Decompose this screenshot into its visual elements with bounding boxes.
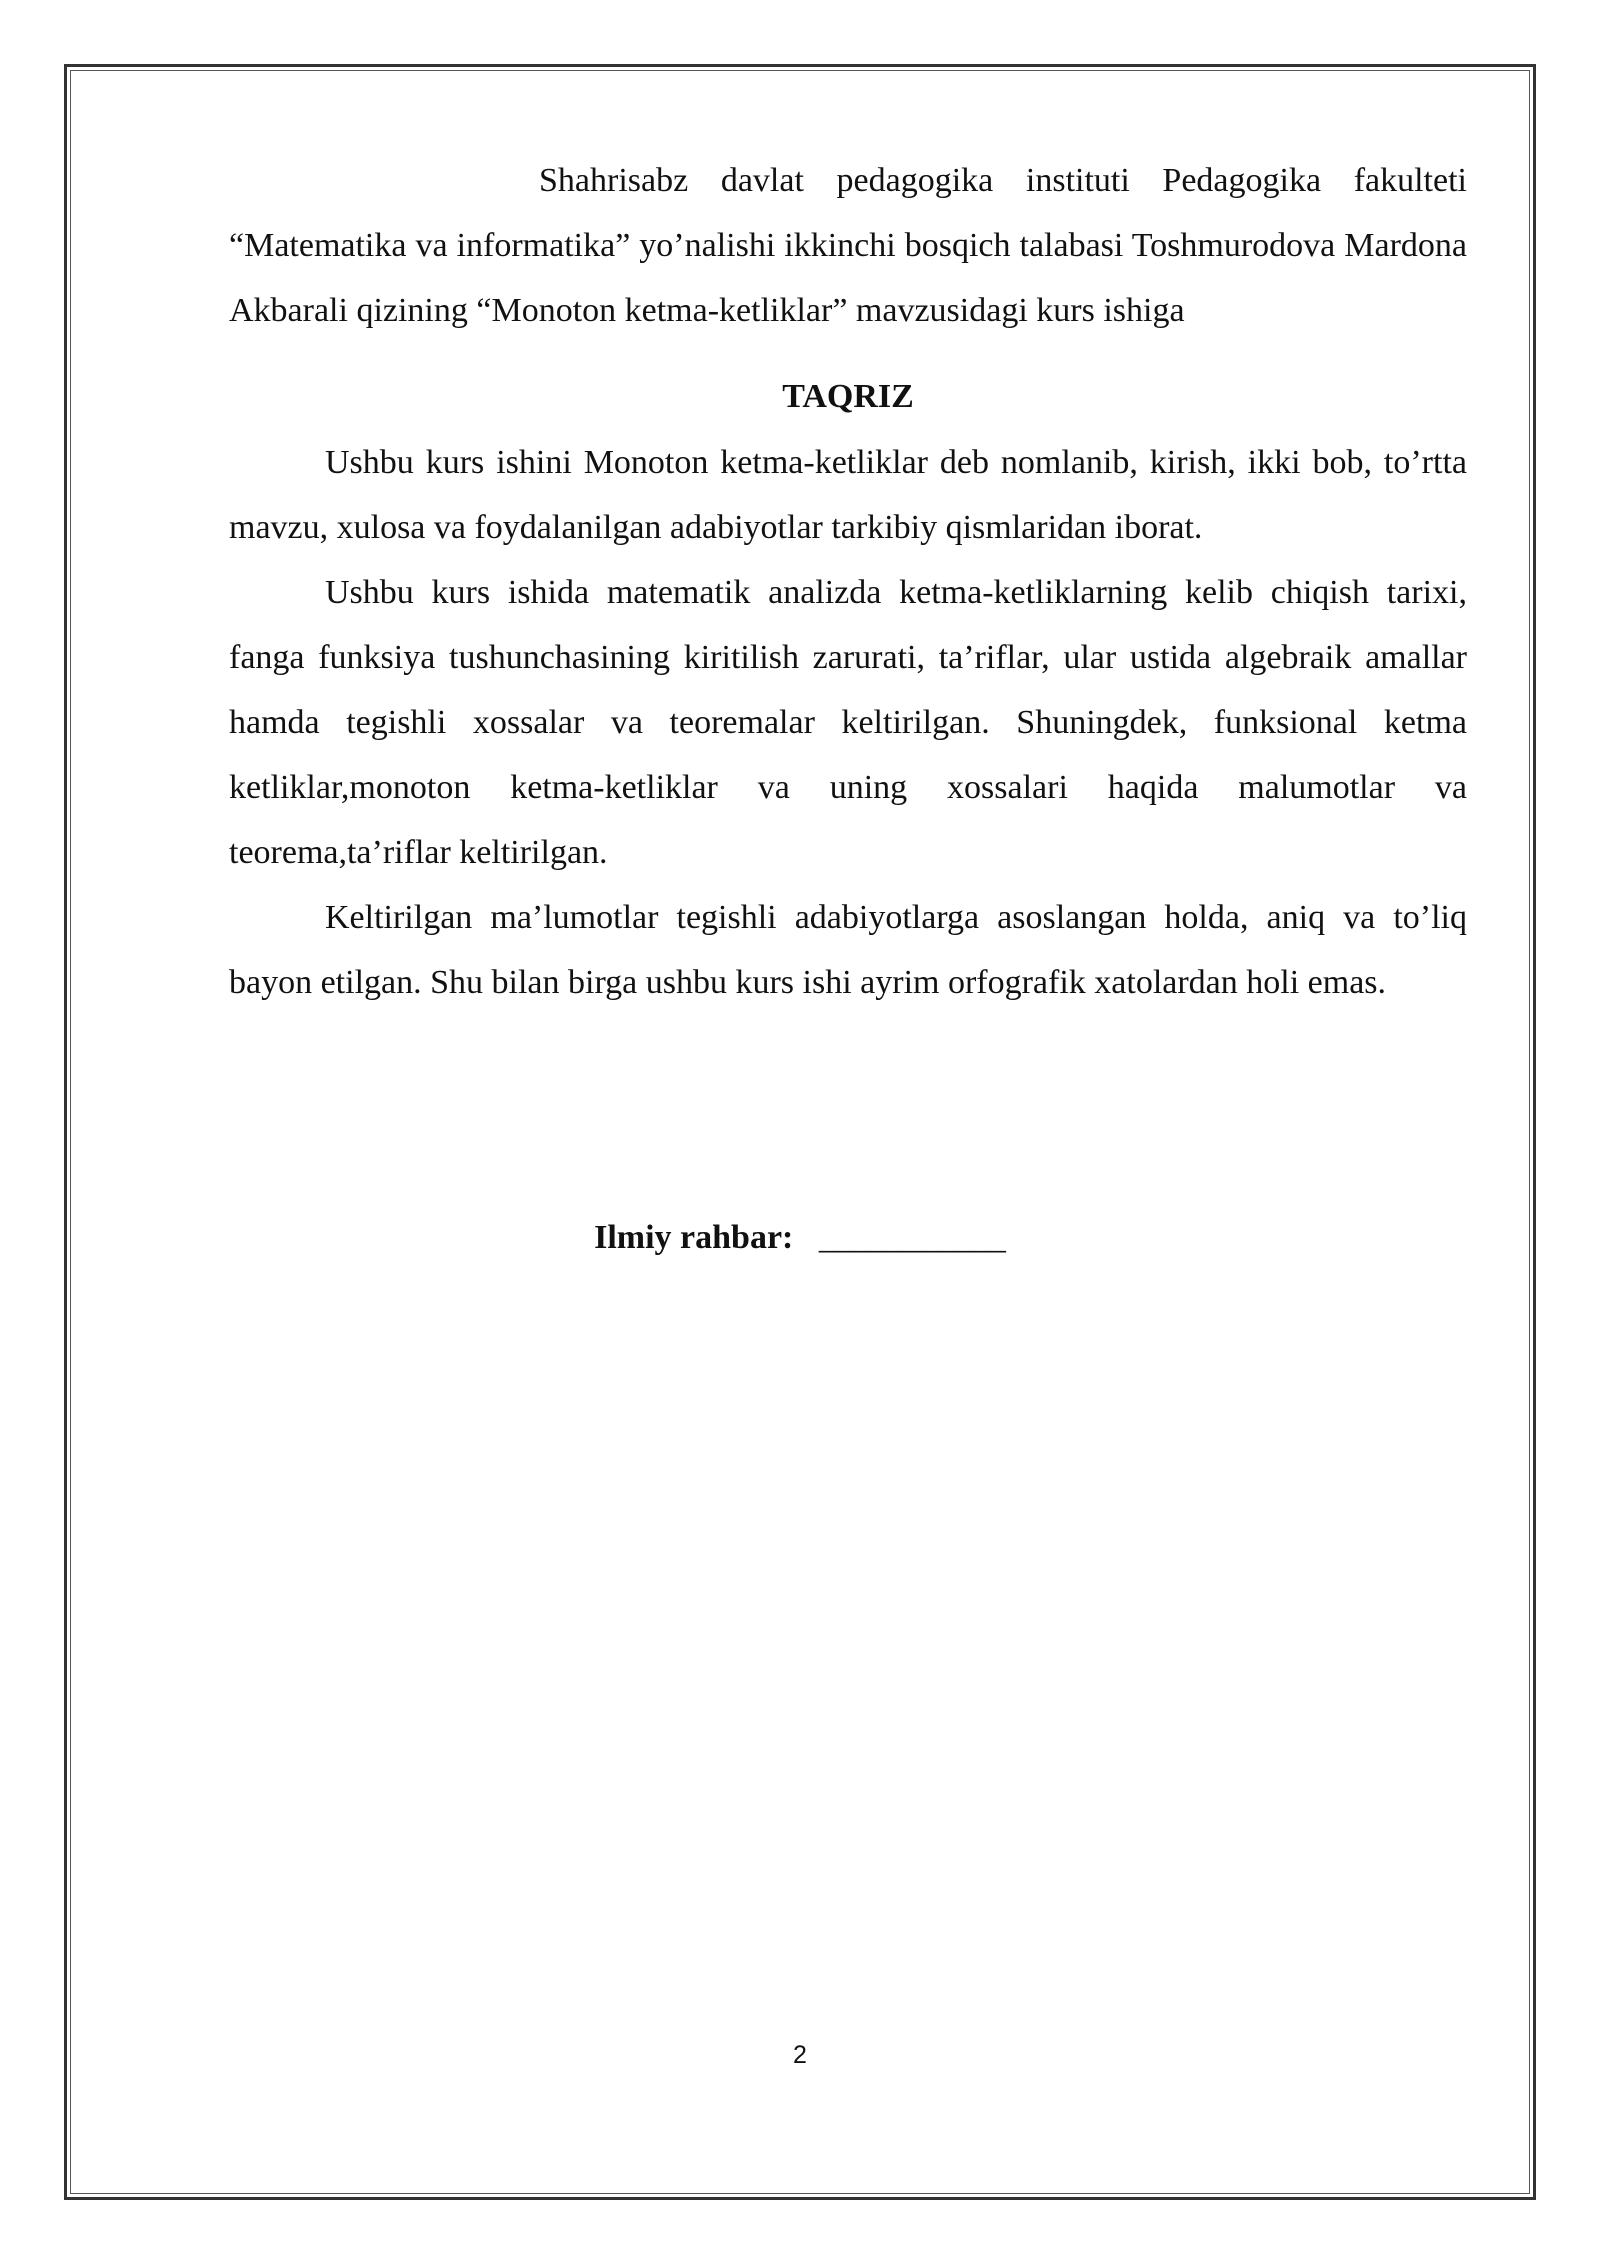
- body-paragraph-2: Ushbu kurs ishida matematik analizda ketma-ketliklarning kelib chiqish tarixi, fanga funksiya tushunchasining kiritilish zarurati, ta’riflar, ular ustida algebraik amallar hamda tegishli xossalar va teoremalar keltirilgan. Shuningdek, funksional ketma ketliklar,monoton ketma-ketliklar va uning xossalari haqida malumotlar va teorema,ta’riflar keltirilgan.: [229, 574, 1467, 871]
- document-body: [229, 148, 1467, 1015]
- signature-label: Ilmiy rahbar:: [594, 1219, 794, 1256]
- document-title: TAQRIZ: [782, 378, 914, 415]
- intro-paragraph: Shahrisabz davlat pedagogika instituti Pedagogika fakulteti “Matematika va informatika” yo’nalishi ikkinchi bosqich talabasi Toshmurodova Mardona Akbarali qizining “Monoton ketma-ketliklar” mavzusidagi kurs ishiga: [229, 162, 1467, 329]
- page-number: 2: [793, 2041, 807, 2069]
- body-paragraph-3: Keltirilgan ma’lumotlar tegishli adabiyotlarga asoslangan holda, aniq va to’liq bayon etilgan. Shu bilan birga ushbu kurs ishi ayrim orfografik xatolardan holi emas.: [229, 899, 1467, 1001]
- body-paragraph-1: Ushbu kurs ishini Monoton ketma-ketliklar deb nomlanib, kirish, ikki bob, to’rtta mavzu, xulosa va foydalanilgan adabiyotlar tarkibiy qismlaridan iborat.: [229, 444, 1467, 546]
- signature-line: ___________: [818, 1219, 1006, 1256]
- signature-block: [0, 1208, 1600, 1268]
